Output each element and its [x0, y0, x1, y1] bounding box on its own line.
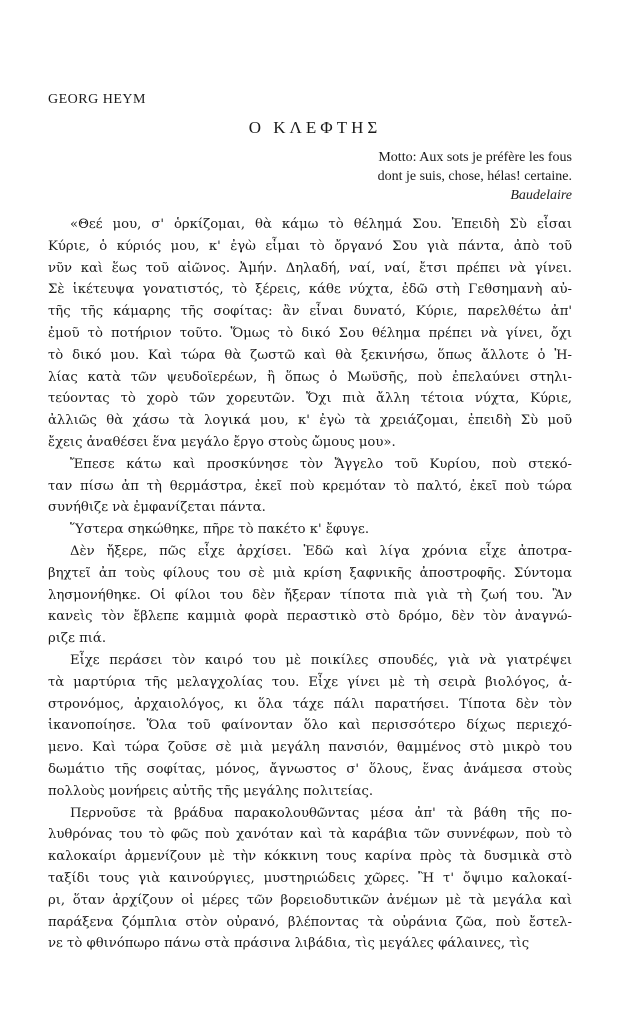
paragraph	[48, 650, 572, 803]
text-line: Κύριε, ὁ κύριός μου, κ' ἐγὼ εἶμαι τὸ ὄργανό Σου γιὰ πάντα, ἀπὸ τοῦ	[48, 238, 572, 254]
text-line: ἀλλιῶς θὰ χάσω τὰ λογικά μου, κ' ἐγὼ τὰ χρειάζομαι, ἐπειδὴ Σὺ μοῦ	[48, 413, 572, 429]
story-body	[48, 214, 572, 955]
text-line: τὰ μαρτύρια τῆς μελαγχολίας του. Εἶχε γίνει μὲ τὴ σειρὰ βιολόγος, ἀ-	[48, 674, 572, 690]
author-name: GEORG HEYM	[48, 92, 146, 107]
text-line: ἔχεις ἀναθέσει ἕνα μεγάλο ἔργο στοὺς ὤμους μου».	[48, 434, 396, 450]
text-line: μενο. Καὶ τώρα ζοῦσε σὲ μιὰ μεγάλη πανσιόν, θαμμένος στὸ μικρὸ του	[48, 740, 572, 756]
text-line: νῦν καὶ ἕως τοῦ αἰῶνος. Ἀμήν. Δηλαδή, ναί, ναί, ἔτσι πρέπει νὰ γίνει.	[48, 260, 572, 276]
text-line: στρονόμος, ἀρχαιολόγος, κι ὅλα τάχε πάλι παρατήσει. Τίποτα δὲν τὸν	[48, 696, 572, 712]
paragraph	[48, 803, 572, 956]
paragraph	[48, 214, 572, 454]
text-line: βηχτεῖ ἀπ τοὺς φίλους του σὲ μιὰ κρίση ξαφνικῆς ἀποστροφῆς. Σύντομα	[48, 565, 572, 581]
text-line: Ὕστερα σηκώθηκε, πῆρε τὸ πακέτο κ' ἔφυγε.	[70, 522, 370, 538]
paragraph	[48, 519, 572, 541]
text-line: ἐμοῦ τὸ ποτήριον τοῦτο. Ὅμως τὸ δικό Σου θέλημα πρέπει νὰ γίνει, ὄχι	[48, 325, 572, 341]
text-line: κανεὶς τὸν ἔβλεπε καμμιὰ φορὰ περαστικὸ στὸ δρόμο, δὲν τὸν ἀναγνώ-	[48, 609, 572, 625]
text-line: καλοκαίρι ἀρμενίζουν μὲ τὴν κόκκινη τους καρίνα πρὸς τὰ δυσμικὰ στὸ	[48, 849, 572, 865]
text-line: συνήθιζε νὰ ἐμφανίζεται πάντα.	[48, 500, 266, 516]
text-line: Εἶχε περάσει τὸν καιρό του μὲ ποικίλες σπουδές, γιὰ νὰ γιατρέψει	[70, 652, 572, 668]
text-line: παράξενα ζόμπλια στὸν οὐρανό, βλέποντας τὰ οὐράνια ζῶα, ποὺ ἔστελ-	[48, 914, 572, 930]
text-line: Δὲν ἤξερε, πῶς εἶχε ἀρχίσει. Ἐδῶ καὶ λίγα χρόνια εἶχε ἀποτρα-	[70, 543, 572, 559]
text-line: ἱκανοποίησε. Ὅλα τοῦ φαίνονταν ὅλο καὶ περισσότερο δίχως περιεχό-	[48, 718, 572, 734]
motto-line-2: dont je suis, chose, hélas! certaine.	[377, 169, 572, 184]
text-line: τῆς τῆς κάμαρης τῆς σοφίτας: ἂν εἶναι δυνατό, Κύριε, παρελθέτω ἀπ'	[48, 304, 572, 320]
text-line: λυθρόνας του τὸ φῶς ποὺ χανόταν καὶ τὰ καράβια τῶν συννέφων, ποὺ τὸ	[48, 827, 572, 843]
text-line: νε τὸ φθινόπωρο πάνω στὰ πράσινα λιβάδια, τὶς μεγάλες φάλαινες, τὶς	[48, 936, 530, 952]
motto-line-1: Motto: Aux sots je préfère les fous	[378, 150, 572, 165]
text-line: Περνοῦσε τὰ βράδυα παρακολουθῶντας μέσα ἀπ' τὰ βάθη τῆς πο-	[70, 805, 572, 821]
text-line: πολλοὺς μονήρεις αὐτῆς τῆς μεγάλης πολιτείας.	[48, 783, 374, 799]
text-line: λησμονήθηκε. Οἱ φίλοι του δὲν ἤξεραν τίποτα πιὰ γιὰ τὴ ζωή του. Ἂν	[48, 587, 572, 603]
paragraph	[48, 454, 572, 519]
text-line: ταν πίσω ἀπ τὴ θερμάστρα, ἐκεῖ ποὺ κρεμόταν τὸ παλτό, ἐκεῖ ποὺ τώρα	[48, 478, 572, 494]
text-line: Ἔπεσε κάτω καὶ προσκύνησε τὸν Ἄγγελο τοῦ Κυρίου, ποὺ στεκό-	[70, 456, 572, 472]
text-line: ριζε πιά.	[48, 631, 107, 647]
text-line: λίας κατὰ τῶν ψευδοϊερέων, ἢ ὅπως ὁ Μωϋσῆς, ποὺ ἐπελαύνει στηλι-	[48, 369, 572, 385]
motto-attribution: Baudelaire	[510, 188, 572, 203]
text-line: τεύοντας τὸ χορὸ τῶν χορευτῶν. Ὄχι πιὰ ἄλλη τέτοια νύχτα, Κύριε,	[48, 391, 572, 407]
text-line: ταξίδι τους γιὰ καινούργιες, μυστηριώδεις χῶρες. Ἢ τ' ὄψιμο καλοκαί-	[48, 870, 572, 886]
motto	[378, 148, 572, 205]
story-title: Ο ΚΛΕΦΤΗΣ	[248, 118, 382, 137]
text-line: ρι, ὅταν ἀρχίζουν οἱ μέρες τῶν βορειοδυτικῶν ἀνέμων μὲ τὰ μεγάλα καὶ	[48, 892, 572, 908]
text-line: «Θεέ μου, σ' ὁρκίζομαι, θὰ κάμω τὸ θέλημά Σου. Ἐπειδὴ Σὺ εἶσαι	[70, 217, 572, 232]
paragraph	[48, 541, 572, 650]
text-line: δωμάτιο τῆς σοφίτας, μόνος, ἄγνωστος σ' ὅλους, ἕνας ἀνάμεσα στοὺς	[48, 761, 572, 777]
text-line: Σὲ ἱκέτευψα γονατιστός, τὸ ξέρεις, κάθε νύχτα, ἐδῶ στὴ Γεθσημανὴ αὐ-	[48, 282, 572, 298]
text-line: τὸ δικό μου. Καὶ τώρα θὰ ζωστῶ καὶ θὰ ξεκινήσω, ὅπως ἄλλοτε ὁ Ἠ-	[48, 347, 572, 363]
